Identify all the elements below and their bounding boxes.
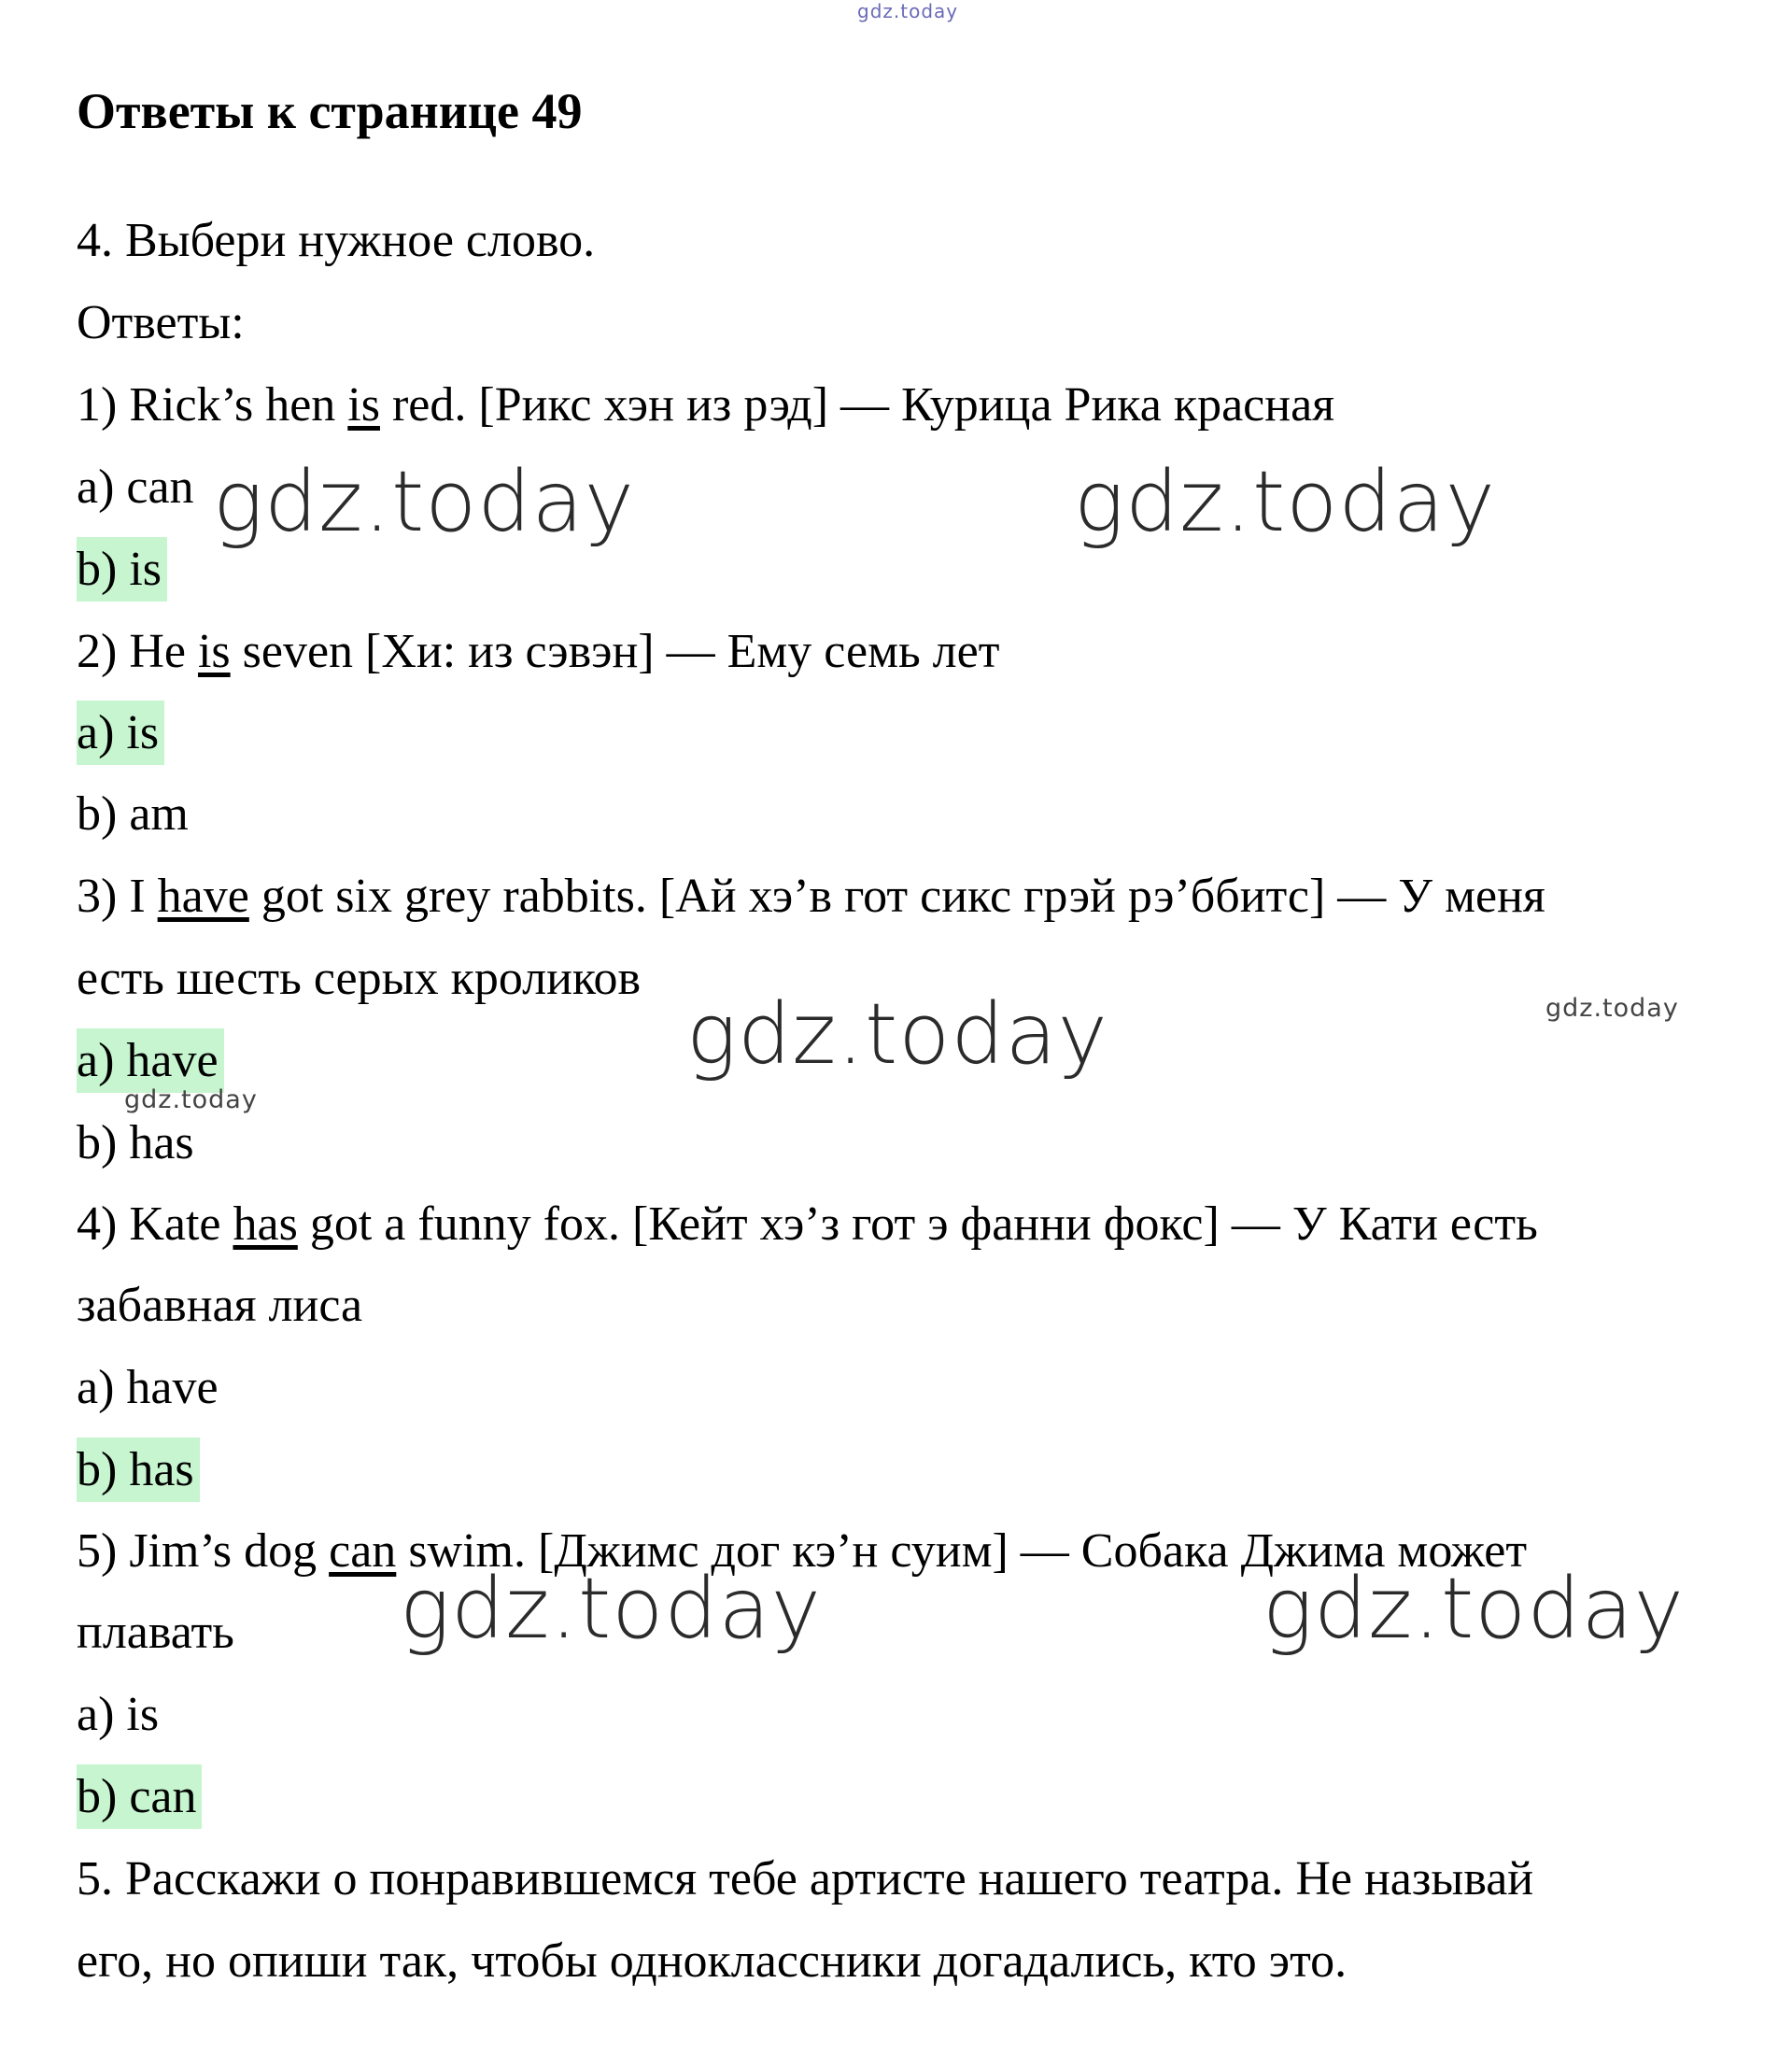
task5-line-2: его, но опиши так, чтобы одноклассники догадались, кто это.	[77, 1934, 1348, 1988]
option-3b: b) has	[77, 1116, 194, 1169]
answer-word-5: can	[329, 1524, 397, 1578]
option-2a-correct: a) is	[77, 709, 164, 758]
question-3: 3) I have got six grey rabbits. [Ай хэ’в гот сикс грэй рэ’ббитс] — У меня	[77, 870, 1545, 923]
answer-word-1: is	[347, 378, 380, 432]
question-4: 4) Kate has got a funny fox. [Кейт хэ’з гот э фанни фокс] — У Кати есть	[77, 1197, 1538, 1251]
option-4b-correct: b) has	[77, 1446, 200, 1494]
watermark-2: gdz.today	[1074, 453, 1496, 551]
question-5: 5) Jim’s dog can swim. [Джимс дог кэ’н суим] — Собака Джима может	[77, 1524, 1528, 1578]
option-5b-correct: b) can	[77, 1773, 202, 1821]
option-4a: a) have	[77, 1361, 219, 1414]
watermark-1: gdz.today	[213, 453, 635, 551]
watermark-3: gdz.today	[686, 985, 1108, 1084]
task5-line-1: 5. Расскажи о понравившемся тебе артисте нашего театра. Не называй	[77, 1852, 1534, 1905]
watermark-4: gdz.today	[1545, 994, 1679, 1023]
option-2b: b) am	[77, 787, 189, 841]
answers-label: Ответы:	[77, 296, 245, 349]
watermark-top: gdz.today	[857, 0, 959, 22]
answer-word-3: have	[157, 870, 249, 923]
watermark-5: gdz.today	[124, 1085, 258, 1114]
answer-word-2: is	[197, 625, 231, 678]
watermark-7: gdz.today	[1263, 1560, 1685, 1658]
question-5-cont: плавать	[77, 1606, 234, 1659]
page-title: Ответы к странице 49	[77, 83, 583, 139]
option-5a: a) is	[77, 1688, 160, 1741]
option-1b-correct: b) is	[77, 545, 167, 594]
option-3a-correct: a) have	[77, 1037, 224, 1085]
option-1a: a) can	[77, 460, 194, 514]
question-2: 2) He is seven [Хи: из сэвэн] — Ему семь лет	[77, 625, 1000, 678]
task4-heading: 4. Выбери нужное слово.	[77, 214, 596, 267]
answer-word-4: has	[233, 1197, 298, 1251]
question-1: 1) Rick’s hen is red. [Рикс хэн из рэд] — Курица Рика красная	[77, 378, 1335, 432]
question-3-cont: есть шесть серых кроликов	[77, 952, 642, 1005]
watermark-6: gdz.today	[400, 1560, 822, 1658]
question-4-cont: забавная лиса	[77, 1279, 363, 1332]
